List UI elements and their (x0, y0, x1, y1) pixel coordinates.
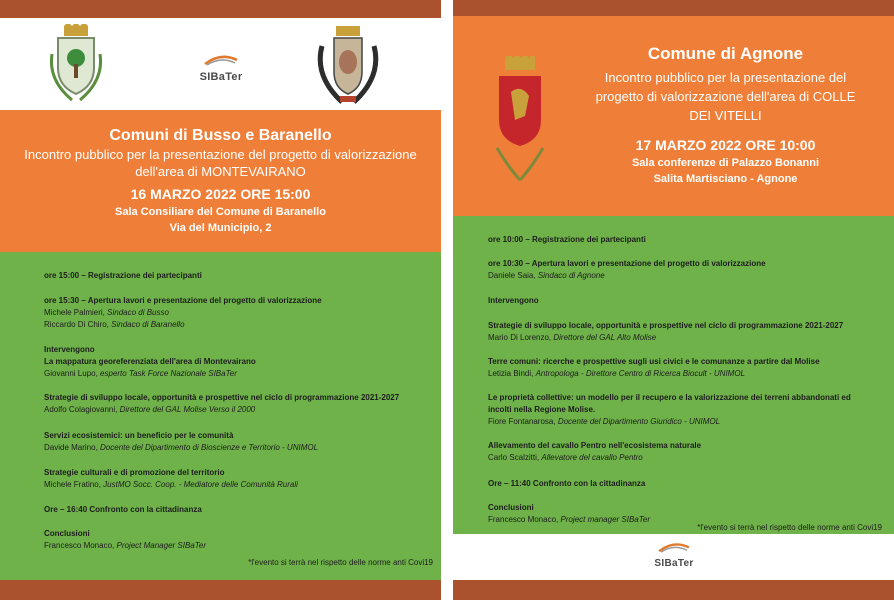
speaker-name: Michele Palmieri, (44, 308, 108, 317)
speaker (488, 452, 886, 464)
event-date: 17 MARZO 2022 ORE 10:00 (635, 137, 816, 153)
speaker-name: Giovanni Lupo, (44, 369, 101, 378)
event-header (453, 16, 894, 216)
speaker (488, 332, 886, 344)
agenda-heading: Conclusioni (44, 529, 90, 538)
agenda-talk-title: Strategie di sviluppo locale, opportunità e prospettive nel ciclo di programmazione 2021-2027 (488, 321, 844, 330)
agenda-item-horse-breeding (488, 440, 886, 464)
speaker (44, 307, 433, 319)
speaker-role: Project manager SIBaTer (560, 515, 651, 524)
speaker-name: Daniele Saia, (488, 271, 538, 280)
speaker (488, 270, 886, 282)
bottom-bar (0, 580, 441, 600)
sibater-logo-text: SIBaTer (199, 71, 243, 83)
event-address: Salita Martisciano - Agnone (653, 173, 798, 185)
agenda-talk-title: Terre comuni: ricerche e prospettive sugli usi civici e le comunanze a partire dal Molise (488, 357, 820, 366)
event-venue: Sala Consiliare del Comune di Baranello (115, 206, 326, 218)
speaker (44, 479, 433, 491)
sibater-logo-text: SIBaTer (654, 558, 694, 569)
agenda-item-registration: ore 10:00 – Registrazione dei partecipanti (488, 235, 646, 244)
speaker-role: Docente del Dipartimento Giuridico - UNIMOL (557, 417, 721, 426)
agenda-item-ecosystem (44, 430, 433, 454)
speaker-role: Sindaco di Agnone (537, 271, 605, 280)
baranello-coat-of-arms-icon (312, 26, 384, 106)
sibater-logo-mark-icon (657, 540, 691, 553)
event-date: 16 MARZO 2022 ORE 15:00 (130, 186, 311, 202)
agenda-heading: Intervengono (44, 345, 95, 354)
speaker-name: Francesco Monaco, (488, 515, 561, 524)
event-subtitle: Incontro pubblico per la presentazione del progetto di valorizzazione dell'area di MONTEVAIRANO (24, 147, 417, 179)
agenda-item-mapping (44, 344, 433, 380)
poster-agnone (453, 0, 894, 600)
speaker-name: Fiore Fontanarosa, (488, 417, 558, 426)
agenda (453, 216, 894, 534)
speaker-role: Sindaco di Baranello (111, 320, 185, 329)
speaker-name: Davide Marino, (44, 443, 101, 452)
speaker-name: Francesco Monaco, (44, 541, 117, 550)
speaker-role: Direttore del GAL Molise Verso il 2000 (119, 405, 256, 414)
agenda-talk-title: Servizi ecosistemici: un beneficio per le comunità (44, 431, 234, 440)
agenda-talk-title: Le proprietà collettive: un modello per il recupero e la valorizzazione dei terreni abbandonati ed incolti nella Regione Molise. (488, 393, 851, 414)
speaker (488, 416, 854, 428)
agenda-item-strategies (488, 320, 886, 344)
agenda-item-opening (44, 295, 433, 331)
busso-coat-of-arms-icon (44, 24, 108, 104)
sibater-logo (196, 52, 246, 93)
agenda-item-strategies (44, 392, 433, 416)
speaker-role: Docente del Dipartimento di Bioscienze e Territorio - UNIMOL (100, 443, 319, 452)
agenda-item-conclusions (44, 528, 433, 552)
speaker (44, 319, 433, 331)
speaker (488, 368, 886, 380)
speaker-role: Allevatore del cavallo Pentro (541, 453, 643, 462)
top-bar (453, 0, 894, 16)
speaker (44, 540, 433, 552)
agenda-item-registration: ore 15:00 – Registrazione dei partecipanti (44, 271, 202, 280)
event-header (0, 110, 441, 252)
agenda-heading: Conclusioni (488, 503, 534, 512)
speaker-role: JustMO Socc. Coop. - Mediatore delle Comunità Rurali (103, 480, 298, 489)
bottom-bar (453, 580, 894, 600)
covid-note: *l'evento si terrà nel rispetto delle norme anti Covi19 (248, 558, 433, 567)
sibater-logo (649, 540, 699, 569)
agenda-talk-title: Strategie culturali e di promozione del territorio (44, 468, 225, 477)
event-title: Comuni di Busso e Baranello (109, 127, 332, 144)
event-subtitle: Incontro pubblico per la presentazione del progetto di valorizzazione dell'area di COLLE DEI VITELLI (595, 70, 856, 123)
speaker (44, 368, 433, 380)
speaker-name: Adolfo Colagiovanni, (44, 405, 120, 414)
speaker-name: Carlo Scalzitti, (488, 453, 542, 462)
agenda-item-culture (44, 467, 433, 491)
agenda-talk-title: Allevamento del cavallo Pentro nell'ecosistema naturale (488, 441, 702, 450)
speaker-name: Letizia Bindi, (488, 369, 536, 378)
agenda-item-collective-property (488, 392, 854, 428)
event-address: Via del Municipio, 2 (169, 222, 272, 234)
speaker-role: Sindaco di Busso (107, 308, 169, 317)
event-title: Comune di Agnone (647, 44, 804, 63)
speaker-role: Direttore del GAL Alto Molise (553, 333, 657, 342)
sibater-logo-tagline (196, 83, 246, 93)
poster-busso-baranello (0, 0, 441, 600)
agenda-item-discussion: Ore – 11:40 Confronto con la cittadinanza (488, 479, 646, 488)
speaker-name: Mario Di Lorenzo, (488, 333, 554, 342)
agenda (0, 252, 441, 580)
agenda-item-discussion: Ore – 16:40 Confronto con la cittadinanza (44, 505, 202, 514)
top-bar (0, 0, 441, 18)
speaker (44, 442, 433, 454)
agenda-heading: ore 10:30 – Apertura lavori e presentazione del progetto di valorizzazione (488, 259, 766, 268)
agenda-talk-title: Strategie di sviluppo locale, opportunità e prospettive nel ciclo di programmazione 2021-2027 (44, 393, 400, 402)
agenda-item-opening (488, 258, 886, 282)
agenda-heading-speakers: Intervengono (488, 296, 539, 305)
agenda-talk-title: La mappatura georeferenziata dell'area di Montevairano (44, 357, 256, 366)
event-venue: Sala conferenze di Palazzo Bonanni (631, 157, 820, 169)
speaker-role: esperto Task Force Nazionale SIBaTer (100, 369, 237, 378)
covid-note: *l'evento si terrà nel rispetto delle norme anti Covi19 (697, 523, 882, 532)
agnone-coat-of-arms-icon (491, 56, 549, 184)
agenda-item-common-lands (488, 356, 886, 380)
sibater-logo-mark-icon (203, 52, 239, 66)
speaker-role: Project Manager SIBaTer (116, 541, 207, 550)
agenda-heading: ore 15:30 – Apertura lavori e presentazione del progetto di valorizzazione (44, 296, 322, 305)
speaker-name: Riccardo Di Chiro, (44, 320, 112, 329)
speaker-name: Michele Fratino, (44, 480, 104, 489)
speaker (44, 404, 433, 416)
speaker-role: Antropologa - Direttore Centro di Ricerca Biocult - UNIMOL (535, 369, 746, 378)
event-header-text (565, 44, 886, 187)
